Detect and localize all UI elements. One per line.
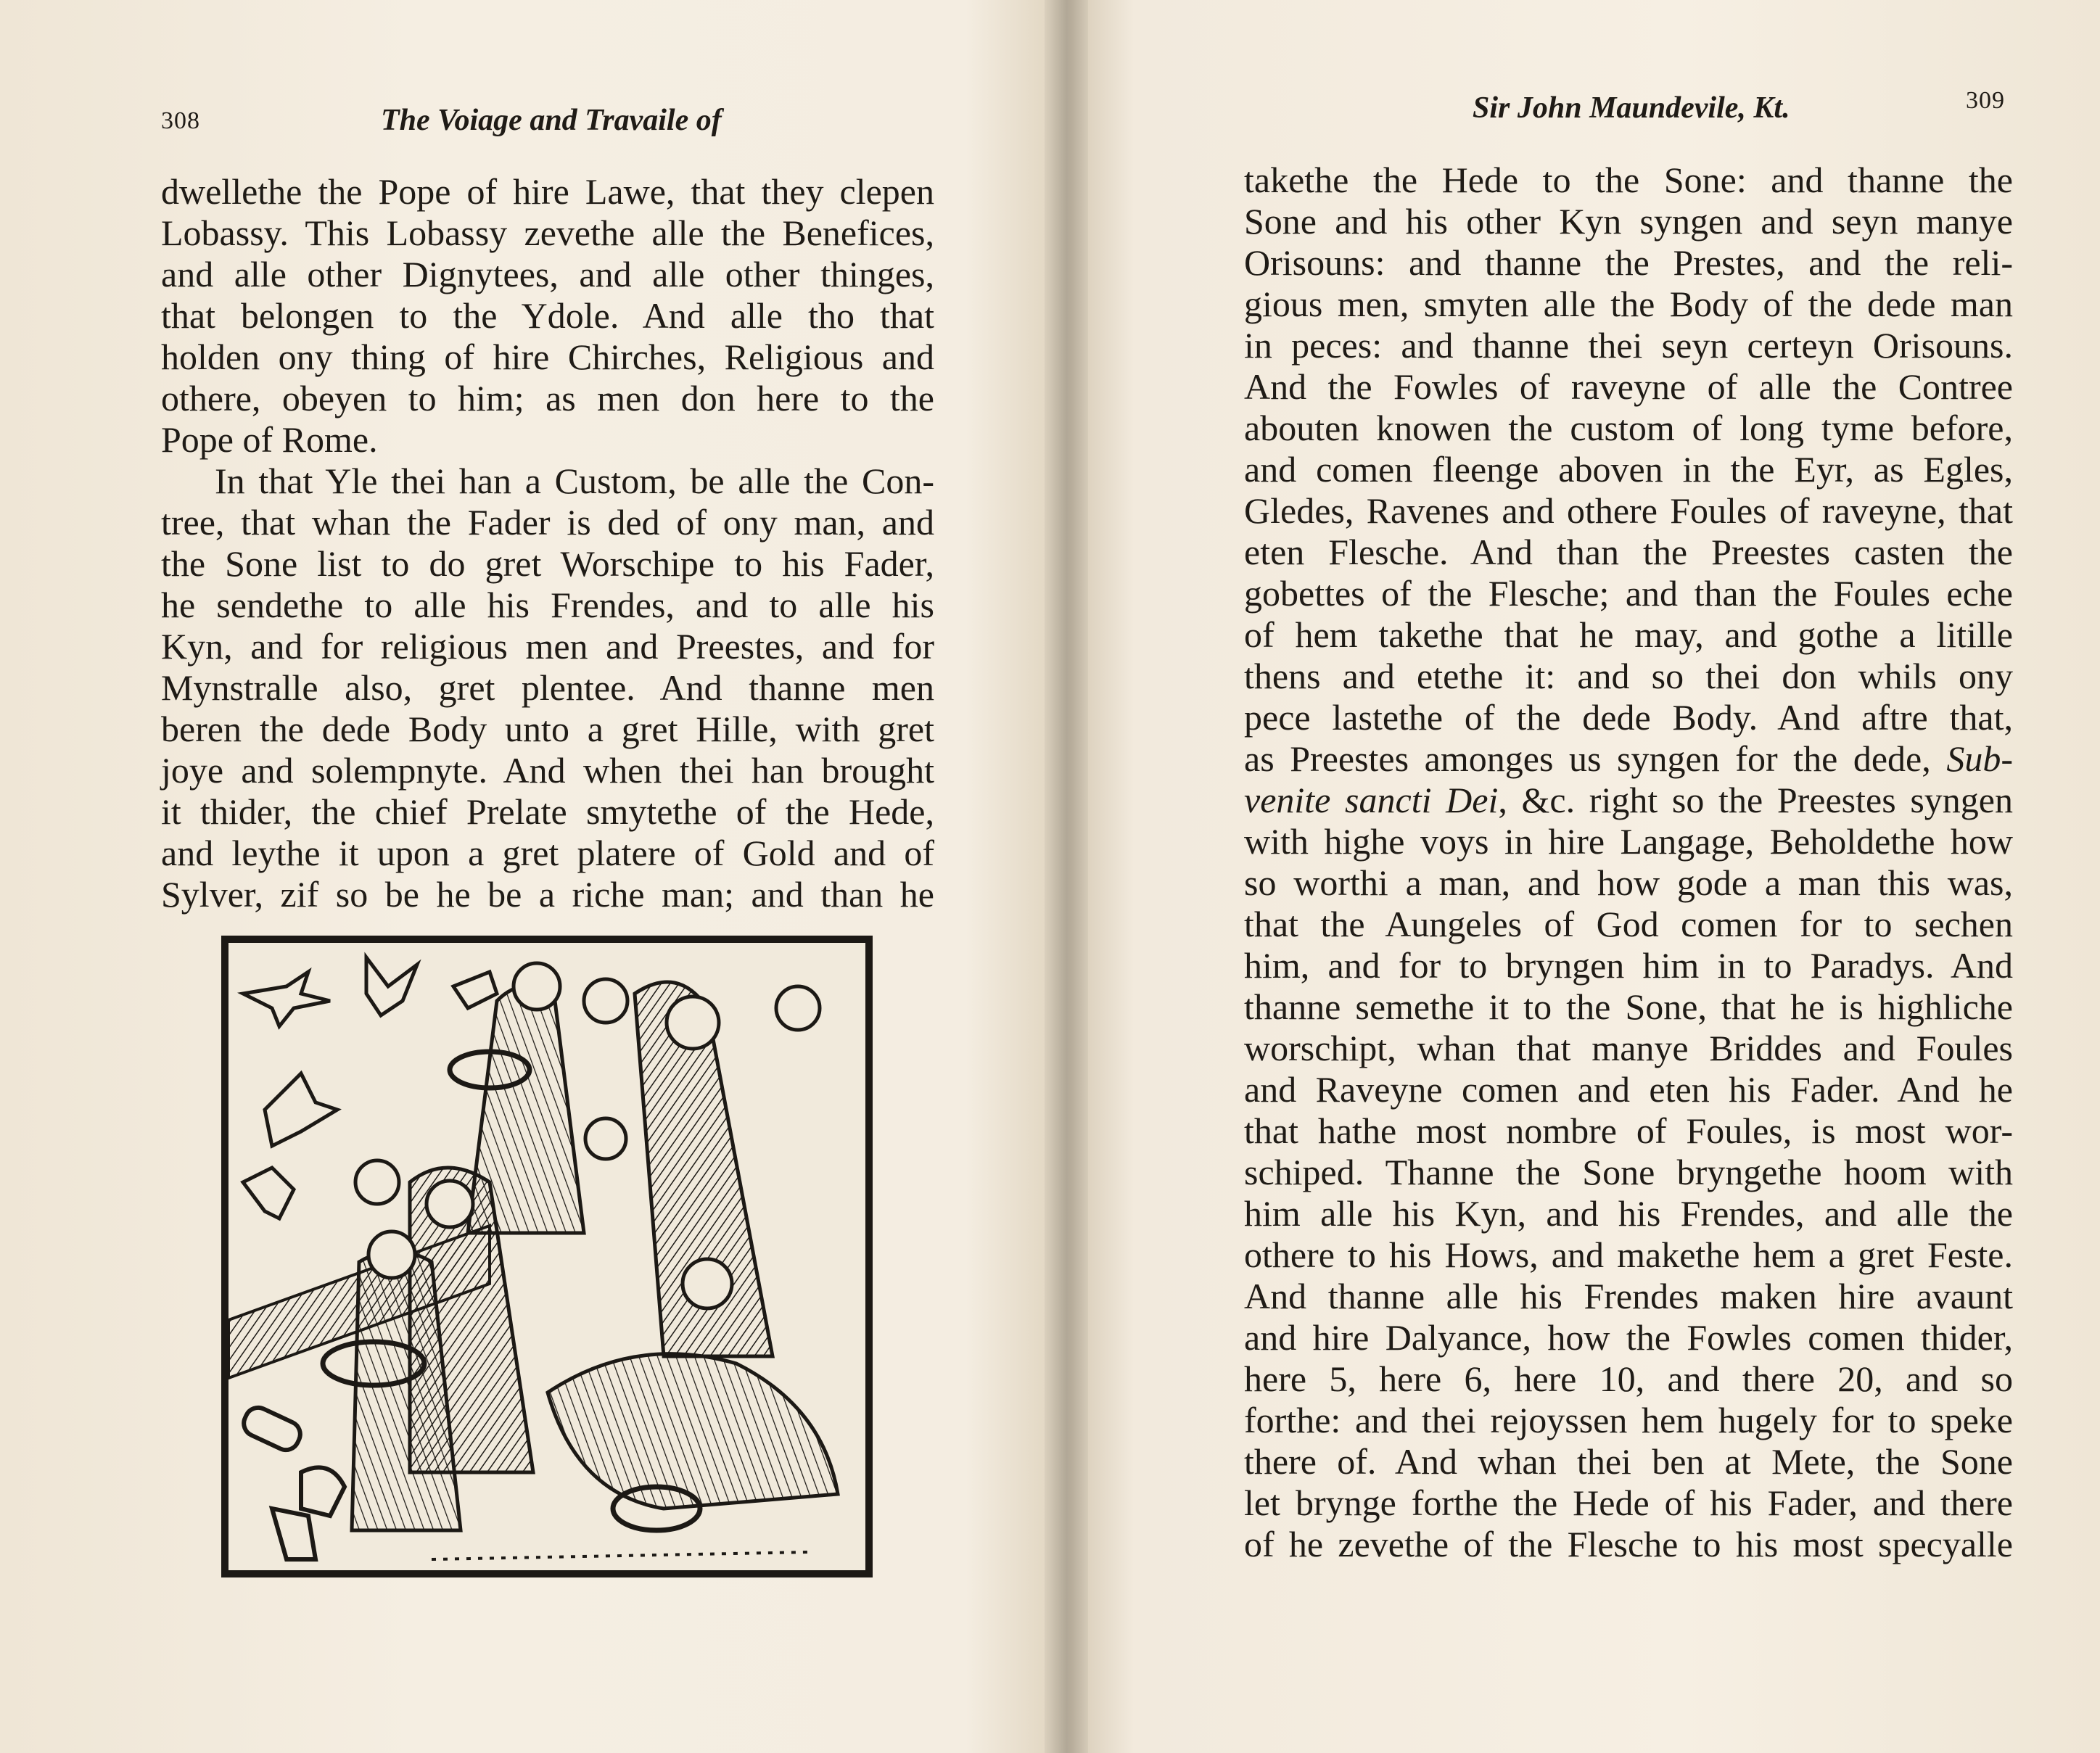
text-line: it thider, the chief Prelate smytethe of the Hede, (161, 791, 934, 832)
text-line: of he zevethe of the Flesche to his most specyalle (1244, 1524, 2013, 1564)
text-line: with highe voys in hire Langage, Beholdethe how (1244, 821, 2013, 862)
italic-text: venite sancti Dei (1244, 780, 1499, 820)
text-line-part: as Preestes amonges us syngen for the dede, (1244, 738, 1931, 779)
text-line: Gledes, Ravenes and othere Foules of raveyne, that (1244, 490, 2013, 531)
text-line: so worthi a man, and how gode a man this was, (1244, 862, 2013, 903)
text-line: Orisouns: and thanne the Prestes, and the reli- (1244, 242, 2013, 283)
right-running-head: Sir John Maundevile, Kt. (1473, 91, 1790, 125)
text-line: and comen fleenge aboven in the Eyr, as Egles, (1244, 449, 2013, 490)
text-line: takethe the Hede to the Sone: and thanne the (1244, 160, 2013, 200)
text-line: and Raveyne comen and eten his Fader. And he (1244, 1069, 2013, 1110)
text-line: gious men, smyten alle the Body of the dede man (1244, 284, 2013, 324)
right-page-number: 309 (1966, 87, 2005, 114)
text-line: and hire Dalyance, how the Fowles comen thider, (1244, 1317, 2013, 1358)
text-line-with-italic (1244, 738, 2013, 780)
text-line: Kyn, and for religious men and Preestes, and for (161, 626, 934, 667)
text-line: him alle his Kyn, and his Frendes, and alle the (1244, 1193, 2013, 1234)
text-line: othere to his Hows, and makethe hem a gret Feste. (1244, 1234, 2013, 1275)
text-line: joye and solempnyte. And when thei han brought (161, 750, 934, 791)
text-line: schiped. Thanne the Sone bryngethe hoom with (1244, 1152, 2013, 1192)
text-line: and alle other Dignytees, and alle other thinges, (161, 254, 934, 294)
text-line: In that Yle thei han a Custom, be alle the Con- (215, 461, 934, 501)
text-line: him, and for to bryngen him in to Paradys. And (1244, 945, 2013, 986)
text-line: tree, that whan the Fader is ded of ony man, and (161, 502, 934, 543)
text-line: thens and etethe it: and so thei don whils ony (1244, 656, 2013, 696)
text-line: here 5, here 6, here 10, and there 20, and so (1244, 1358, 2013, 1399)
text-line: that the Aungeles of God comen for to sechen (1244, 904, 2013, 944)
text-line: abouten knowen the custom of long tyme before, (1244, 408, 2013, 448)
text-line: pece lastethe of the dede Body. And aftre that, (1244, 697, 2013, 738)
text-line: let brynge forthe the Hede of his Fader, and there (1244, 1482, 2013, 1523)
text-line: and leythe it upon a gret platere of Gold and of (161, 833, 934, 873)
text-line: Lobassy. This Lobassy zevethe alle the Benefices, (161, 213, 934, 253)
text-line: that hathe most nombre of Foules, is most wor- (1244, 1110, 2013, 1151)
text-line: And thanne alle his Frendes maken hire avaunt (1244, 1276, 2013, 1316)
text-line: that belongen to the Ydole. And alle tho that (161, 295, 934, 336)
text-line: thanne semethe it to the Sone, that he is highliche (1244, 986, 2013, 1027)
text-line: Mynstralle also, gret plentee. And thanne men (161, 667, 934, 708)
text-line: holden ony thing of hire Chirches, Religious and (161, 337, 934, 377)
woodcut-scene-image (228, 943, 865, 1570)
left-page-number: 308 (161, 107, 200, 134)
text-line: of hem takethe that he may, and gothe a litille (1244, 614, 2013, 655)
text-line: he sendethe to alle his Frendes, and to alle his (161, 585, 934, 625)
text-line: And the Fowles of raveyne of alle the Contree (1244, 366, 2013, 407)
left-body-text (161, 171, 934, 915)
woodcut-illustration (221, 936, 873, 1577)
text-line: beren the dede Body unto a gret Hille, with gret (161, 709, 934, 749)
text-line: othere, obeyen to him; as men don here to the (161, 378, 934, 418)
text-line: Pope of Rome. (161, 419, 378, 460)
text-line: worschipt, whan that manye Briddes and Foules (1244, 1028, 2013, 1068)
text-line: eten Flesche. And than the Preestes casten the (1244, 532, 2013, 572)
text-line: the Sone list to do gret Worschipe to his Fader, (161, 543, 934, 584)
text-line: Sone and his other Kyn syngen and seyn manye (1244, 201, 2013, 242)
left-running-head: The Voiage and Travaile of (381, 104, 722, 137)
text-line: Sylver, zif so be he be a riche man; and than he (161, 874, 934, 915)
text-line: forthe: and thei rejoyssen hem hugely for to speke (1244, 1400, 2013, 1440)
text-line-part: , &c. right so the Preestes syngen (1498, 780, 2013, 820)
text-line: there of. And whan thei ben at Mete, the Sone (1244, 1441, 2013, 1482)
text-line: gobettes of the Flesche; and than the Foules eche (1244, 573, 2013, 614)
left-page (0, 0, 1045, 1753)
text-line-with-italic (1244, 780, 2013, 821)
text-line: dwellethe the Pope of hire Lawe, that they clepen (161, 171, 934, 212)
text-line: in peces: and thanne thei seyn certeyn Orisouns. (1244, 325, 2013, 366)
right-body-text (1244, 160, 2013, 1565)
italic-text: Sub- (1946, 738, 2013, 779)
right-page (1055, 0, 2100, 1753)
